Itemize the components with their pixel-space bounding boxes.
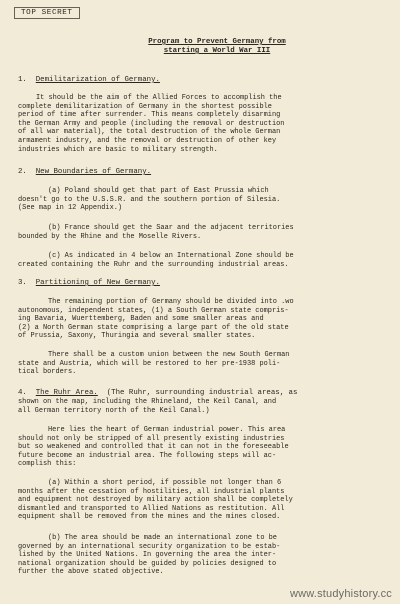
text-line: governed by an international security organization to be estab- (18, 542, 281, 551)
section-number: 3. (18, 279, 27, 287)
text-line: shown on the map, including the Rhineland, the Keil Canal, and (18, 398, 277, 406)
section-4-heading (18, 389, 297, 398)
section-title: New Boundaries of Germany. (35, 168, 152, 176)
text-line: armament industry, and the removal or destruction of other key (18, 136, 277, 145)
text-line: and equipment not destroyed by military action shall be completely (18, 496, 293, 505)
section-number: 1. (18, 76, 27, 84)
section-2-paragraph-c (18, 252, 390, 269)
section-4-paragraph-1 (18, 426, 390, 469)
section-number: 2. (18, 168, 27, 176)
section-title: Partitioning of New Germany. (35, 279, 160, 287)
text-line: (a) Poland should get that part of East Prussia which (48, 187, 269, 195)
text-line: further the above stated objective. (18, 568, 164, 577)
text-line: of all war material), the total destruction of the whole German (18, 128, 281, 137)
section-2-heading (18, 168, 151, 177)
section-4-paragraph-a (18, 479, 390, 522)
section-3-paragraph-2 (18, 351, 390, 377)
section-1-heading (18, 76, 160, 85)
text-line: months after the cessation of hostilities, all industrial plants (18, 487, 285, 496)
text-line: Here lies the heart of German industrial power. This area (48, 426, 286, 434)
text-line: tical borders. (18, 368, 77, 377)
text-line: equipment shall be removed from the mines and the mines closed. (18, 513, 281, 522)
text-line: doesn't go to the U.S.S.R. and the southern portion of Silesia. (18, 195, 281, 204)
text-line: should not only be stripped of all presently existing industries (18, 434, 285, 443)
document-title-line-2: starting a World War III (163, 47, 271, 55)
section-2-paragraph-a (18, 187, 390, 213)
section-1-paragraph (18, 94, 390, 154)
text-line: ing Bavaria, Wuerttemberg, Baden and some smaller areas and (18, 315, 264, 324)
text-line: national organization should be guided by policies designed to (18, 559, 277, 568)
section-2-paragraph-b (18, 224, 390, 241)
section-title: The Ruhr Area. (35, 389, 98, 397)
text-line: It should be the aim of the Allied Forces to accomplish the (36, 94, 282, 102)
section-title: Demilitarization of Germany. (35, 76, 160, 84)
text-line: but so weakened and controlled that it can not in the foreseeable (18, 443, 289, 452)
text-line: lished by the United Nations. In governing the area the inter- (18, 551, 277, 560)
text-line: industries which are basic to military strength. (18, 145, 218, 154)
text-line: The remaining portion of Germany should be divided into .wo (48, 298, 294, 306)
text-line: (b) France should get the Saar and the adjacent territories (48, 224, 294, 232)
text-line: (2) a North German state comprising a large part of the old state (18, 323, 289, 332)
text-line: (c) As indicated in 4 below an International Zone should be (48, 252, 294, 260)
classification-stamp: TOP SECRET (14, 7, 80, 19)
document-title-line-1: Program to Prevent Germany from (148, 38, 286, 46)
section-4-paragraph-b (18, 534, 390, 577)
section-heading-continuation: (The Ruhr, surrounding industrial areas, as (106, 389, 298, 397)
text-line: future become an industrial area. The following steps will ac- (18, 451, 277, 460)
text-line: of Prussia, Saxony, Thuringia and several smaller states. (18, 332, 256, 341)
text-line: period of time after surrender. This means completely disarming (18, 111, 281, 120)
section-3-heading (18, 279, 160, 288)
text-line: the German Army and people (including the removal or destruction (18, 119, 285, 128)
text-line: bounded by the Rhine and the Moselle Rivers. (18, 232, 202, 241)
text-line: all German territory north of the Keil Canal.) (18, 406, 210, 415)
text-line: (b) The area should be made an international zone to be (48, 534, 277, 542)
site-watermark: www.studyhistory.cc (289, 588, 392, 600)
section-3-paragraph-1 (18, 298, 390, 341)
text-line: created containing the Ruhr and the surrounding industrial areas. (18, 260, 289, 269)
section-number: 4. (18, 389, 27, 397)
text-line: state and Austria, which will be restored to her pre-1938 poli- (18, 359, 281, 368)
text-line: complish this: (18, 460, 77, 469)
text-line: dismantled and transported to Allied Nations as restitution. All (18, 504, 285, 513)
text-line: complete demilitarization of Germany in the shortest possible (18, 102, 272, 111)
text-line: autonomous, independent states, (1) a South German state compris- (18, 306, 289, 315)
text-line: (See map in 12 Appendix.) (18, 204, 123, 213)
text-line: (a) Within a short period, if possible not longer than 6 (48, 479, 282, 487)
text-line: There shall be a custom union between the new South German (48, 351, 290, 359)
section-4-heading-paragraph (18, 398, 390, 415)
